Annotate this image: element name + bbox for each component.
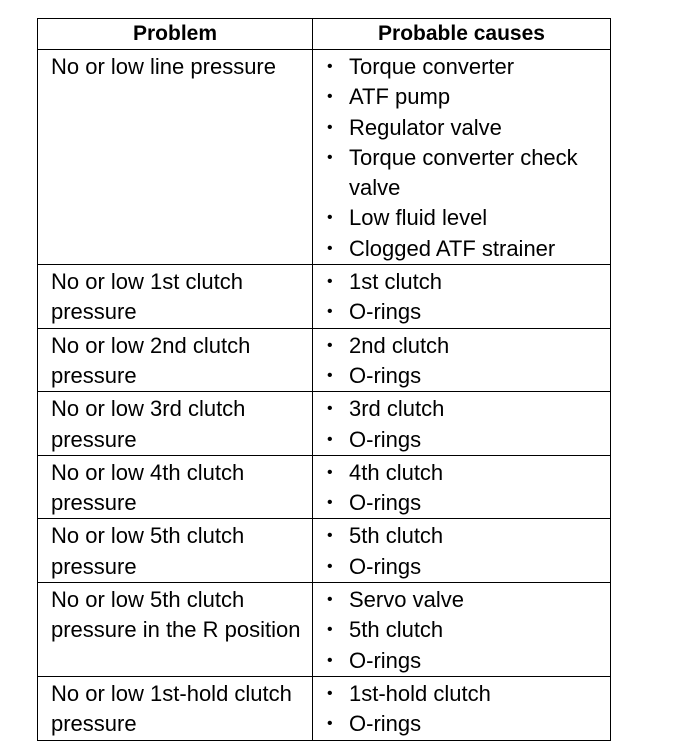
table-row	[38, 328, 611, 392]
cause-list	[327, 267, 610, 328]
problem-cell: No or low 1st-hold clutch pressure	[38, 676, 313, 740]
cause-item: • Torque converter check valve	[327, 143, 610, 204]
causes-cell	[313, 455, 611, 519]
table-row	[38, 519, 611, 583]
cause-item: • Servo valve	[327, 585, 610, 615]
causes-cell	[313, 583, 611, 677]
cause-item: • Regulator valve	[327, 113, 610, 143]
cause-item: • O-rings	[327, 297, 610, 327]
cause-item: • Torque converter	[327, 52, 610, 82]
cause-item: • 5th clutch	[327, 521, 610, 551]
cause-item: • O-rings	[327, 646, 610, 676]
table-header-row	[38, 19, 611, 50]
causes-cell	[313, 519, 611, 583]
cause-list	[327, 331, 610, 392]
causes-cell	[313, 676, 611, 740]
cause-item: • 5th clutch	[327, 615, 610, 645]
cause-item: • O-rings	[327, 709, 610, 739]
cause-list	[327, 458, 610, 519]
cause-list	[327, 394, 610, 455]
cause-item: • O-rings	[327, 552, 610, 582]
cause-list	[327, 585, 610, 676]
causes-column-header: Probable causes	[313, 19, 611, 50]
table-body	[38, 50, 611, 741]
causes-cell	[313, 328, 611, 392]
cause-item: • 1st clutch	[327, 267, 610, 297]
cause-item: • 4th clutch	[327, 458, 610, 488]
cause-item: • Clogged ATF strainer	[327, 234, 610, 264]
problem-cell: No or low 5th clutch pressure	[38, 519, 313, 583]
cause-list	[327, 679, 610, 740]
troubleshooting-table	[37, 18, 611, 741]
problem-cell: No or low line pressure	[38, 50, 313, 265]
cause-item: • 2nd clutch	[327, 331, 610, 361]
problem-cell: No or low 4th clutch pressure	[38, 455, 313, 519]
cause-list	[327, 52, 610, 264]
causes-cell	[313, 50, 611, 265]
table-row	[38, 392, 611, 456]
cause-item: • Low fluid level	[327, 203, 610, 233]
table-row	[38, 455, 611, 519]
cause-item: • 1st-hold clutch	[327, 679, 610, 709]
causes-cell	[313, 265, 611, 329]
problem-cell: No or low 2nd clutch pressure	[38, 328, 313, 392]
problem-cell: No or low 1st clutch pressure	[38, 265, 313, 329]
problem-column-header: Problem	[38, 19, 313, 50]
cause-item: • O-rings	[327, 425, 610, 455]
cause-item: • O-rings	[327, 488, 610, 518]
cause-item: • 3rd clutch	[327, 394, 610, 424]
problem-cell: No or low 3rd clutch pressure	[38, 392, 313, 456]
table-row	[38, 50, 611, 265]
table-row	[38, 265, 611, 329]
cause-item: • ATF pump	[327, 82, 610, 112]
cause-list	[327, 521, 610, 582]
problem-cell: No or low 5th clutch pressure in the R position	[38, 583, 313, 677]
table-row	[38, 583, 611, 677]
table-row	[38, 676, 611, 740]
cause-item: • O-rings	[327, 361, 610, 391]
causes-cell	[313, 392, 611, 456]
